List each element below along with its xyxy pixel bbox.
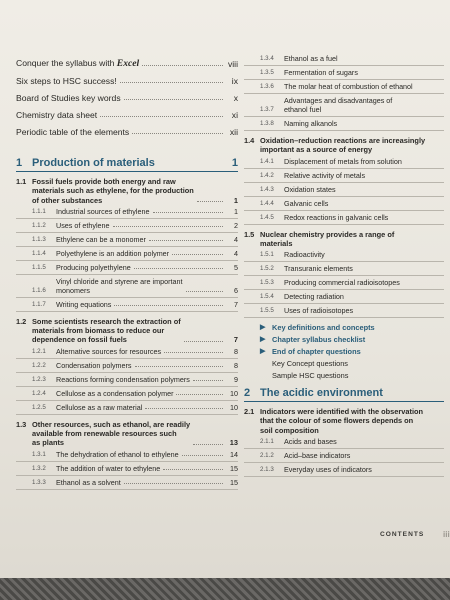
section-number: 1.2: [16, 316, 27, 326]
dot-leader: [100, 115, 223, 117]
subsection-item: [16, 219, 238, 233]
subsection-title: Cellulose as a condensation polymer: [56, 388, 174, 398]
chapter-title: The acidic environment: [260, 387, 383, 400]
arrow-icon: ▶: [260, 336, 266, 344]
subsection-item: [244, 169, 444, 183]
end-item: [244, 333, 444, 345]
subsection-title: Displacement of metals from solution: [284, 156, 402, 166]
contents-left-column: [16, 52, 238, 490]
intro-item: [16, 103, 238, 120]
footer-label: CONTENTS: [380, 531, 425, 538]
intro-item-text: Chemistry data sheet: [16, 110, 98, 120]
intro-item-page: xii: [229, 127, 238, 137]
chapter-rule: [16, 171, 238, 172]
end-item: [244, 345, 444, 357]
subsection-page: 5: [234, 262, 238, 272]
subsection-number: 1.3.2: [32, 464, 46, 472]
subsection-number: 1.2.2: [32, 361, 46, 369]
subsection-number: 1.5.5: [260, 307, 274, 315]
subsection-number: 1.1.6: [32, 286, 46, 294]
dot-leader: [145, 407, 223, 409]
section-page: 1: [233, 195, 238, 205]
subsection-page: 15: [230, 463, 238, 473]
subsection-title: Ethanol as a solvent: [56, 477, 121, 487]
intro-item: [16, 52, 238, 69]
subsection-item: [244, 248, 444, 262]
right-top-subs: [244, 52, 444, 131]
subsection-title: The molar heat of combustion of ethanol: [284, 82, 413, 91]
dot-leader: [132, 132, 223, 134]
end-item: [244, 357, 444, 369]
subsection-item: [16, 476, 238, 490]
section-title: Oxidation–reduction reactions are increasingly important as a source of energy: [260, 136, 426, 155]
section-heading: [16, 317, 238, 345]
subsection-number: 1.5.2: [260, 265, 274, 273]
subsection-page: 8: [234, 346, 238, 356]
intro-list: [16, 52, 238, 137]
arrow-icon: ▶: [260, 348, 266, 356]
subsection-number: 1.3.8: [260, 120, 274, 127]
subsection-item: [244, 262, 444, 276]
subsection-number: 1.2.1: [32, 347, 46, 355]
chapter-number: 2: [244, 387, 251, 400]
subsection-item: [244, 183, 444, 197]
subsection-title: Alternative sources for resources: [56, 346, 162, 356]
subsection-number: 1.3.3: [32, 478, 46, 486]
section-title: Fossil fuels provide both energy and raw materials such as ethylene, for the production of other substances: [32, 177, 194, 205]
subsection-number: 2.1.3: [260, 466, 274, 474]
dot-leader: [134, 267, 223, 269]
subsection-item: [244, 66, 444, 80]
subsection-title: Vinyl chloride and styrene are important monomers: [56, 276, 183, 295]
carpet-background: [0, 578, 450, 600]
subsection-number: 1.1.1: [32, 207, 46, 215]
dot-leader: [172, 253, 223, 255]
dot-leader: [184, 340, 223, 342]
chapter-number: 1: [16, 157, 23, 169]
section-heading: [244, 407, 444, 435]
subsection-page: 15: [230, 477, 238, 487]
subsection-number: 1.3.1: [32, 450, 46, 458]
subsection-page: 10: [230, 402, 238, 412]
subsection-number: 1.5.1: [260, 251, 274, 259]
section-body: [260, 136, 444, 155]
subsection-page: 7: [234, 299, 238, 309]
subsection-item: [244, 80, 444, 94]
subsection-number: 1.2.3: [32, 375, 46, 383]
section-heading: [16, 177, 238, 205]
chapter-2-sections: [244, 407, 444, 477]
subsection-title: Uses of ethylene: [56, 220, 110, 230]
excel-brand: Excel: [116, 58, 140, 69]
subsection-title: Oxidation states: [284, 184, 336, 194]
section-title: Indicators were identified with the observation that the colour of some flowers depends on soil composition: [260, 407, 424, 435]
subsection-title: Producing polyethylene: [56, 262, 131, 272]
dot-leader: [135, 365, 223, 367]
subsection-item: [244, 117, 444, 131]
dot-leader: [193, 443, 223, 445]
section-page: 13: [229, 438, 238, 448]
section-body: [32, 177, 238, 205]
subsection-item: [244, 276, 444, 290]
dot-leader: [142, 64, 223, 66]
intro-item-page: viii: [227, 59, 238, 69]
end-item-label: End of chapter questions: [272, 346, 361, 356]
subsection-item: [244, 463, 444, 477]
subsection-title: The addition of water to ethylene: [56, 463, 161, 473]
intro-item-title: [16, 93, 121, 103]
subsection-number: 1.4.1: [260, 157, 274, 165]
subsection-item: [16, 387, 238, 401]
dot-leader: [182, 454, 223, 456]
subsection-item: [16, 233, 238, 247]
subsection-title: Reactions forming condensation polymers: [56, 374, 190, 384]
subsection-number: 1.1.4: [32, 249, 46, 257]
section-number: 1.4: [244, 136, 255, 145]
subsection-item: [244, 94, 444, 117]
subsection-page: 6: [234, 285, 238, 295]
section-body: [32, 420, 238, 448]
intro-item-title: [16, 110, 97, 120]
subsection-item: [16, 247, 238, 261]
intro-item-page: x: [233, 93, 238, 103]
subsection-title: The dehydration of ethanol to ethylene: [56, 449, 179, 459]
subsection-item: [16, 261, 238, 275]
subsection-page: 4: [234, 248, 238, 258]
left-sections: [16, 177, 238, 490]
subsection-number: 1.1.3: [32, 235, 46, 243]
subsection-number: 1.4.3: [260, 185, 274, 193]
subsection-item: [16, 448, 238, 462]
subsection-title: Radioactivity: [284, 250, 325, 260]
subsection-number: 1.5.4: [260, 293, 274, 301]
subsection-item: [244, 211, 444, 225]
subsection-number: 2.1.2: [260, 452, 274, 460]
section-heading: [244, 136, 444, 155]
subsection-number: 1.3.4: [260, 55, 274, 62]
subsection-item: [16, 373, 238, 387]
section-number: 1.3: [16, 419, 27, 429]
subsection-item: [244, 449, 444, 463]
section-number: 2.1: [244, 407, 255, 417]
subsection-title: Advantages and disadvantages of ethanol fuel: [284, 96, 393, 114]
chapter-page: 1: [231, 157, 238, 169]
chapter-title: Production of materials: [32, 157, 155, 169]
intro-item-title: [16, 127, 129, 137]
subsection-title: Acid–base indicators: [284, 451, 351, 461]
dot-leader: [113, 225, 223, 227]
subsection-number: 1.5.3: [260, 279, 274, 287]
subsection-title: Acids and bases: [284, 437, 337, 447]
intro-item-page: ix: [231, 76, 238, 86]
intro-item-text: Board of Studies key words: [16, 93, 121, 103]
subsection-page: 8: [234, 360, 238, 370]
dot-leader: [197, 200, 223, 202]
subsection-title: Everyday uses of indicators: [284, 465, 372, 475]
intro-item: [16, 69, 238, 86]
subsection-item: [16, 205, 238, 219]
subsection-title: Transuranic elements: [284, 264, 353, 274]
subsection-item: [16, 298, 238, 312]
chapter-end-items: [244, 321, 444, 381]
subsection-number: 1.2.5: [32, 403, 46, 411]
intro-item-text: Six steps to HSC success!: [16, 76, 117, 86]
subsection-title: Ethylene can be a monomer: [56, 234, 146, 244]
subsection-item: [16, 275, 238, 298]
subsection-item: [244, 304, 444, 318]
intro-item-text: Conquer the syllabus with: [16, 58, 117, 68]
dot-leader: [120, 81, 223, 83]
dot-leader: [193, 379, 223, 381]
subsection-number: 1.4.4: [260, 199, 274, 207]
subsection-page: 1: [234, 206, 238, 216]
subsection-number: 1.1.2: [32, 221, 46, 229]
subsection-number: 1.2.4: [32, 389, 46, 397]
subsection-item: [16, 462, 238, 476]
subsection-number: 2.1.1: [260, 438, 274, 446]
subsection-title: Industrial sources of ethylene: [56, 206, 150, 216]
arrow-icon: ▶: [260, 324, 266, 332]
subsection-number: 1.1.7: [32, 300, 46, 308]
section-page: 7: [233, 335, 238, 345]
dot-leader: [186, 290, 223, 292]
section-body: [260, 407, 444, 435]
subsection-number: 1.3.6: [260, 83, 274, 90]
section-body: [32, 317, 238, 345]
section-title: Nuclear chemistry provides a range of materials: [260, 229, 395, 248]
dot-leader: [164, 351, 223, 353]
right-sections: [244, 136, 444, 318]
intro-item: [16, 86, 238, 103]
end-item: [244, 321, 444, 333]
subsection-number: 1.4.2: [260, 171, 274, 179]
subsection-title: Uses of radioisotopes: [284, 306, 354, 316]
section-number: 1.5: [244, 229, 255, 239]
dot-leader: [149, 239, 223, 241]
section-title: Some scientists research the extraction of materials from biomass to reduce our dependence on fossil fuels: [32, 316, 181, 345]
subsection-title: Galvanic cells: [284, 198, 329, 208]
subsection-page: 10: [230, 388, 238, 398]
subsection-number: 1.3.7: [260, 106, 274, 113]
subsection-page: 9: [234, 374, 238, 384]
intro-item-page: xi: [231, 110, 238, 120]
subsection-item: [244, 290, 444, 304]
chapter-2-heading: [244, 387, 444, 399]
dot-leader: [176, 393, 223, 395]
section-heading: [244, 230, 444, 249]
subsection-item: [16, 401, 238, 415]
subsection-title: Writing equations: [56, 299, 112, 309]
end-item-label: Sample HSC questions: [272, 370, 349, 380]
footer-page-number: iii: [443, 530, 450, 539]
section-title: Other resources, such as ethanol, are readily available from renewable resources such as plants: [32, 419, 191, 448]
subsection-title: Cellulose as a raw material: [56, 402, 143, 412]
subsection-item: [16, 359, 238, 373]
dot-leader: [124, 98, 223, 100]
subsection-item: [244, 52, 444, 66]
subsection-item: [244, 155, 444, 169]
dot-leader: [114, 304, 223, 306]
end-item-label: Chapter syllabus checklist: [272, 334, 366, 344]
subsection-title: Ethanol as a fuel: [284, 54, 338, 63]
end-item-label: Key definitions and concepts: [272, 322, 375, 332]
section-body: [260, 230, 444, 249]
subsection-title: Condensation polymers: [56, 360, 132, 370]
subsection-page: 14: [230, 449, 238, 459]
end-item-label: Key Concept questions: [272, 358, 349, 368]
subsection-number: 1.4.5: [260, 213, 274, 221]
subsection-item: [16, 345, 238, 359]
subsection-number: 1.3.5: [260, 69, 274, 76]
subsection-title: Producing commercial radioisotopes: [284, 278, 400, 288]
chapter-rule: [244, 401, 444, 402]
subsection-title: Detecting radiation: [284, 292, 344, 302]
end-item: [244, 369, 444, 381]
dot-leader: [124, 482, 223, 484]
intro-item-text: Periodic table of the elements: [16, 127, 130, 137]
intro-item: [16, 120, 238, 137]
subsection-page: 2: [234, 220, 238, 230]
section-heading: [16, 420, 238, 448]
subsection-title: Naming alkanols: [284, 119, 338, 128]
contents-right-column: [244, 52, 444, 477]
subsection-title: Polyethylene is an addition polymer: [56, 248, 170, 258]
subsection-item: [244, 435, 444, 449]
subsection-number: 1.1.5: [32, 263, 46, 271]
chapter-1-heading: [16, 157, 238, 169]
subsection-item: [244, 197, 444, 211]
subsection-title: Relative activity of metals: [284, 170, 366, 180]
dot-leader: [163, 468, 223, 470]
section-number: 1.1: [16, 177, 27, 186]
dot-leader: [153, 211, 224, 213]
subsection-title: Redox reactions in galvanic cells: [284, 212, 389, 222]
subsection-title: Fermentation of sugars: [284, 68, 358, 77]
subsection-page: 4: [234, 234, 238, 244]
intro-item-title: [16, 58, 139, 69]
intro-item-title: [16, 76, 117, 86]
